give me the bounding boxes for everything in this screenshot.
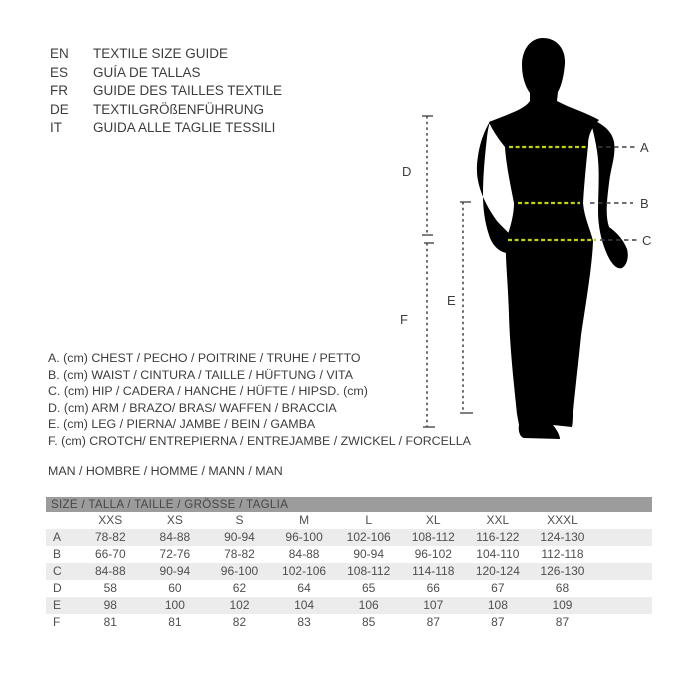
table-cell: 68 [555,581,570,595]
size-header-cell: XL [425,513,441,527]
size-header-cell: XS [166,513,183,527]
table-cell: 66-70 [94,547,126,561]
size-table [46,497,652,631]
table-cell: 102 [229,598,250,612]
table-cell: 116-122 [476,530,520,544]
table-cell: 104-110 [476,547,520,561]
table-cell: 109 [552,598,573,612]
table-cell: 108-112 [411,530,455,544]
legend-line: B. (cm) WAIST / CINTURA / TAILLE / HÜFTUNG / VITA [48,367,353,382]
table-cell: 96-100 [285,530,323,544]
row-label: C [53,564,62,578]
legend-line: F. (cm) CROTCH/ ENTREPIERNA / ENTREJAMBE / ZWICKEL / FORCELLA [48,433,471,448]
table-row [46,563,652,580]
man-silhouette-right-arm [590,119,628,268]
table-cell: 96-100 [220,564,259,578]
table-row [46,597,652,614]
table-cell: 84-88 [288,547,320,561]
table-cell: 90-94 [353,547,385,561]
language-code: FR [50,83,68,99]
table-cell: 114-118 [412,564,455,578]
language-code: IT [50,120,62,136]
language-guide-title: TEXTILE SIZE GUIDE [93,46,229,61]
table-row [46,529,652,546]
table-row [46,580,652,597]
row-label: A [53,530,62,544]
marker-label-e: E [447,293,456,308]
language-row [50,64,282,83]
table-cell: 65 [361,581,376,595]
language-title-list [50,45,282,138]
gender-label: MAN / HOMBRE / HOMME / MANN / MAN [48,464,283,478]
table-cell: 98 [103,598,117,612]
language-row [50,82,282,101]
size-header-cell: S [235,513,244,527]
marker-label-c: C [642,233,652,248]
table-cell: 102-106 [282,564,327,578]
table-cell: 104 [294,598,315,612]
table-cell: 124-130 [540,530,585,544]
table-cell: 106 [358,598,379,612]
size-table-title: SIZE / TALLA / TAILLE / GRÖSSE / TAGLIA [46,497,652,512]
table-cell: 100 [164,598,185,612]
table-cell: 96-102 [414,547,452,561]
table-cell: 78-82 [224,547,255,561]
table-cell: 85 [361,615,376,629]
row-label: D [53,581,62,595]
table-row [46,614,652,631]
language-row [50,119,282,138]
row-label: F [53,615,61,629]
size-header-cell: XXL [486,513,510,527]
table-cell: 82 [232,615,247,629]
legend-line: A. (cm) CHEST / PECHO / POITRINE / TRUHE / PETTO [48,351,361,365]
table-cell: 60 [168,581,182,595]
table-cell: 84-88 [159,530,191,544]
size-header-cell: M [299,513,310,527]
size-header-cell: L [365,513,373,527]
table-cell: 72-76 [159,547,191,561]
table-cell: 90-94 [224,530,255,544]
table-cell: 87 [426,615,440,629]
language-code: DE [50,101,69,117]
table-row [46,546,652,563]
table-cell: 108-112 [347,564,391,578]
legend-line: D. (cm) ARM / BRAZO/ BRAS/ WAFFEN / BRACCIA [48,400,337,415]
table-cell: 108 [487,598,508,612]
size-table-body [46,529,652,631]
size-header-row [46,512,652,529]
table-cell: 90-94 [159,564,191,578]
table-cell: 83 [297,615,311,629]
language-row [50,45,282,64]
table-cell: 58 [103,581,117,595]
legend-line: C. (cm) HIP / CADERA / HANCHE / HÜFTE / HIPSD. (cm) [48,384,368,399]
table-cell: 87 [555,615,570,629]
table-cell: 66 [426,581,440,595]
language-code: EN [50,46,69,61]
table-cell: 112-118 [541,547,584,561]
size-header-cell: XXS [98,513,123,527]
table-cell: 81 [103,615,117,629]
table-cell: 64 [297,581,311,595]
legend-line: E. (cm) LEG / PIERNA/ JAMBE / BEIN / GAMBA [48,417,316,432]
marker-label-f: F [400,312,408,327]
marker-label-b: B [640,196,649,211]
table-cell: 87 [491,615,505,629]
marker-label-a: A [640,140,649,155]
language-code: ES [50,64,69,80]
table-cell: 84-88 [94,564,126,578]
language-guide-title: GUIDE DES TAILLES TEXTILE [93,83,283,99]
size-header-cell: XXXL [547,513,578,527]
table-cell: 107 [423,598,444,612]
language-guide-title: GUÍA DE TALLAS [93,64,201,80]
size-header-spacer [46,512,78,529]
language-row [50,101,282,120]
row-label: B [53,547,62,561]
table-cell: 67 [491,581,505,595]
marker-label-d: D [402,164,412,179]
row-label: E [53,598,62,612]
table-cell: 62 [232,581,247,595]
table-cell: 126-130 [540,564,585,578]
language-guide-title: TEXTILGRÖßENFÜHRUNG [93,101,265,117]
table-cell: 102-106 [346,530,391,544]
language-guide-title: GUIDA ALLE TAGLIE TESSILI [93,120,276,136]
table-cell: 81 [168,615,182,629]
table-cell: 120-124 [475,564,520,578]
table-cell: 78-82 [94,530,126,544]
man-silhouette-figure [390,25,670,455]
